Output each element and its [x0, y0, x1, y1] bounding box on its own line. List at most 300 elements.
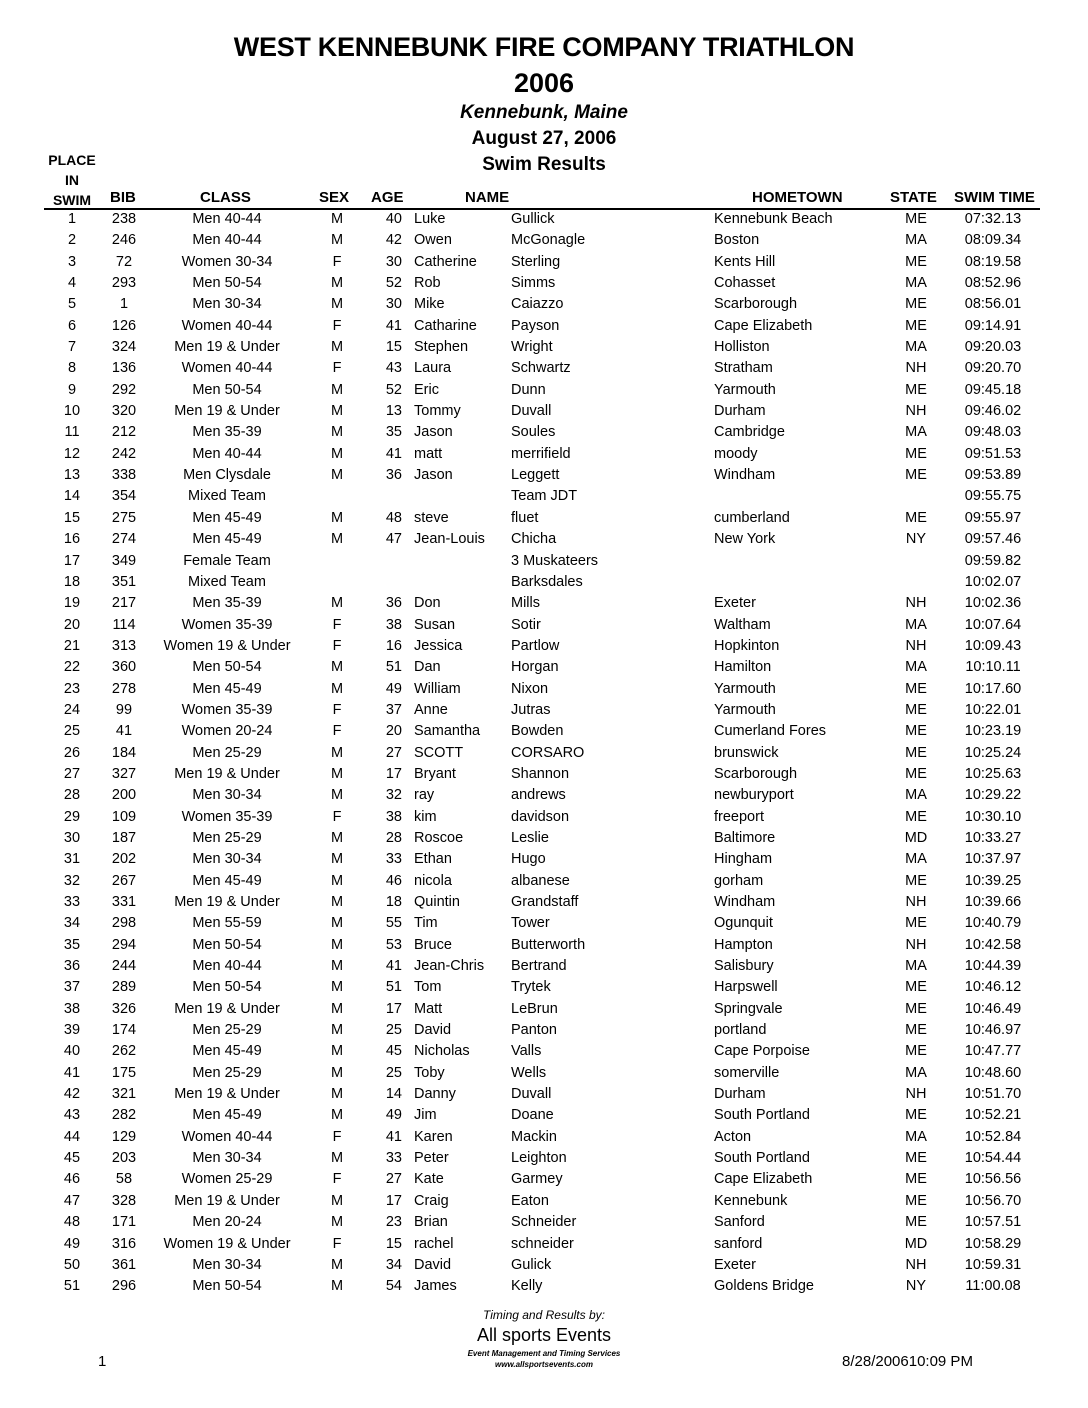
cell-first-name: SCOTT: [414, 744, 464, 761]
company-url: www.allsportsevents.com: [495, 1360, 593, 1369]
column-header-name: NAME: [465, 189, 510, 206]
cell-age: 49: [385, 1107, 402, 1124]
cell-age: 17: [385, 1192, 402, 1209]
cell-first-name: Toby: [414, 1064, 445, 1081]
cell-place: 47: [63, 1192, 81, 1209]
event-location: Kennebunk, Maine: [460, 102, 628, 123]
table-row: [0, 1277, 1088, 1298]
cell-bib: 298: [111, 915, 137, 932]
cell-swim-time: 10:29.22: [964, 787, 1022, 804]
cell-first-name: Karen: [414, 1128, 453, 1145]
table-row: [0, 765, 1088, 786]
cell-bib: 274: [111, 531, 137, 548]
cell-bib: 321: [111, 1086, 137, 1103]
cell-sex: M: [330, 1150, 344, 1167]
cell-swim-time: 10:22.01: [964, 701, 1022, 718]
cell-class: Men 25-29: [192, 829, 262, 846]
cell-hometown: Stratham: [714, 360, 773, 377]
cell-place: 22: [63, 659, 81, 676]
cell-hometown: sanford: [714, 1235, 763, 1252]
cell-state: ME: [905, 1192, 927, 1209]
cell-age: 28: [385, 829, 402, 846]
cell-hometown: Scarborough: [714, 296, 798, 313]
cell-swim-time: 08:19.58: [964, 253, 1022, 270]
cell-class: Men 30-34: [192, 1256, 262, 1273]
cell-hometown: freeport: [714, 808, 764, 825]
cell-state: ME: [905, 1000, 927, 1017]
table-row: [0, 359, 1088, 380]
cell-state: MA: [905, 275, 927, 292]
cell-age: 17: [385, 1000, 402, 1017]
cell-age: 20: [385, 723, 402, 740]
cell-hometown: South Portland: [714, 1150, 810, 1167]
cell-bib: 175: [111, 1064, 137, 1081]
cell-sex: M: [330, 531, 344, 548]
cell-bib: 360: [111, 659, 137, 676]
cell-class: Men 30-34: [192, 1150, 262, 1167]
cell-class: Women 40-44: [181, 1128, 273, 1145]
cell-state: ME: [905, 915, 927, 932]
page-number: 1: [98, 1353, 107, 1370]
column-header-bib: BIB: [110, 189, 136, 206]
cell-first-name: Kate: [414, 1171, 444, 1188]
cell-hometown: Ogunquit: [714, 915, 773, 932]
cell-class: Men 50-54: [192, 1278, 262, 1295]
cell-last-name: Duvall: [511, 1086, 552, 1103]
cell-swim-time: 09:14.91: [964, 317, 1022, 334]
table-row: [0, 616, 1088, 637]
cell-swim-time: 10:56.70: [964, 1192, 1022, 1209]
cell-first-name: Susan: [414, 616, 456, 633]
cell-bib: 114: [112, 616, 136, 633]
cell-age: 23: [385, 1214, 402, 1231]
cell-swim-time: 10:58.29: [964, 1235, 1022, 1252]
event-title: WEST KENNEBUNK FIRE COMPANY TRIATHLON: [233, 32, 855, 62]
cell-place: 40: [63, 1043, 81, 1060]
table-row: [0, 1085, 1088, 1106]
results-table: [0, 210, 1088, 1299]
cell-first-name: ray: [414, 787, 435, 804]
table-row: [0, 1021, 1088, 1042]
cell-age: 16: [385, 637, 402, 654]
cell-hometown: newburyport: [714, 787, 794, 804]
cell-last-name: LeBrun: [511, 1000, 558, 1017]
cell-hometown: Yarmouth: [714, 701, 776, 718]
cell-last-name: Hugo: [511, 851, 546, 868]
cell-place: 25: [63, 723, 81, 740]
cell-sex: M: [330, 1278, 344, 1295]
cell-hometown: Yarmouth: [714, 381, 776, 398]
cell-first-name: matt: [414, 445, 443, 462]
cell-swim-time: 10:48.60: [964, 1064, 1022, 1081]
cell-state: ME: [905, 808, 927, 825]
cell-place: 48: [63, 1214, 81, 1231]
cell-place: 45: [63, 1150, 81, 1167]
cell-last-name: merrifield: [511, 445, 571, 462]
table-row: [0, 466, 1088, 487]
table-row: [0, 1042, 1088, 1063]
cell-state: NH: [905, 595, 927, 612]
cell-last-name: Dunn: [511, 381, 546, 398]
cell-last-name: Gulick: [511, 1256, 552, 1273]
cell-state: ME: [905, 723, 927, 740]
cell-sex: F: [332, 360, 342, 377]
cell-hometown: Windham: [714, 894, 776, 910]
cell-hometown: Holliston: [714, 339, 770, 356]
cell-bib: 174: [111, 1022, 137, 1039]
cell-last-name: Wright: [511, 339, 553, 356]
cell-first-name: Rob: [414, 275, 441, 292]
cell-last-name: Valls: [511, 1043, 542, 1060]
cell-bib: 136: [111, 360, 137, 377]
cell-first-name: rachel: [414, 1235, 454, 1252]
cell-place: 18: [63, 573, 81, 590]
cell-bib: 217: [111, 595, 137, 612]
cell-hometown: Baltimore: [714, 829, 776, 846]
cell-bib: 72: [115, 253, 133, 270]
cell-hometown: Cape Porpoise: [714, 1043, 810, 1060]
cell-first-name: Jason: [414, 467, 453, 484]
cell-class: Men 19 & Under: [174, 1000, 280, 1017]
timing-company: All sports Events: [476, 1325, 612, 1345]
table-row: [0, 872, 1088, 893]
table-row: [0, 423, 1088, 444]
cell-first-name: Peter: [414, 1150, 449, 1167]
cell-state: ME: [905, 317, 927, 334]
cell-place: 9: [67, 381, 77, 398]
cell-place: 46: [63, 1171, 81, 1188]
cell-sex: F: [332, 253, 342, 270]
cell-bib: 41: [115, 723, 133, 740]
cell-bib: 187: [111, 829, 137, 846]
cell-class: Men 45-49: [192, 509, 262, 526]
cell-bib: 294: [111, 936, 137, 953]
cell-place: 10: [63, 403, 81, 420]
cell-sex: M: [330, 979, 344, 996]
cell-state: ME: [905, 744, 927, 761]
cell-place: 12: [63, 445, 81, 462]
table-row: [0, 936, 1088, 957]
table-row: [0, 295, 1088, 316]
cell-place: 30: [63, 829, 81, 846]
cell-first-name: Don: [414, 595, 441, 612]
cell-hometown: Hingham: [714, 851, 773, 868]
cell-class: Men Clysdale: [183, 467, 271, 484]
cell-place: 43: [63, 1107, 81, 1124]
cell-state: MA: [905, 958, 927, 975]
cell-class: Mixed Team: [188, 488, 266, 505]
cell-sex: M: [330, 765, 344, 782]
cell-hometown: Cumerland Fores: [714, 723, 827, 740]
cell-place: 3: [67, 253, 77, 270]
cell-bib: 275: [111, 509, 137, 526]
table-row: [0, 317, 1088, 338]
cell-place: 41: [63, 1064, 81, 1081]
table-row: [0, 210, 1088, 231]
cell-place: 7: [67, 339, 77, 356]
cell-class: Men 45-49: [192, 680, 262, 697]
cell-place: 33: [63, 894, 81, 910]
cell-last-name: Jutras: [511, 701, 551, 718]
cell-swim-time: 09:51.53: [964, 445, 1022, 462]
cell-hometown: Kennebunk: [714, 1192, 788, 1209]
cell-sex: M: [330, 872, 344, 889]
cell-hometown: Hopkinton: [714, 637, 780, 654]
place-header-line1: PLACE: [48, 152, 96, 168]
cell-place: 51: [63, 1278, 81, 1295]
cell-state: NH: [905, 1256, 927, 1273]
cell-class: Men 50-54: [192, 936, 262, 953]
cell-sex: M: [330, 744, 344, 761]
cell-first-name: Mike: [414, 296, 445, 313]
cell-state: ME: [905, 1214, 927, 1231]
cell-last-name: fluet: [511, 509, 539, 526]
cell-class: Men 40-44: [192, 232, 262, 249]
table-row: [0, 637, 1088, 658]
column-header-state: STATE: [890, 189, 937, 206]
cell-class: Men 50-54: [192, 381, 262, 398]
cell-bib: 184: [111, 744, 137, 761]
cell-sex: M: [330, 787, 344, 804]
cell-age: 34: [385, 1256, 402, 1273]
cell-first-name: James: [414, 1278, 457, 1295]
cell-swim-time: 10:56.56: [964, 1171, 1022, 1188]
cell-sex: M: [330, 894, 344, 910]
cell-place: 6: [67, 317, 77, 334]
cell-state: ME: [905, 765, 927, 782]
cell-place: 21: [63, 637, 81, 654]
cell-last-name: davidson: [511, 808, 570, 825]
cell-swim-time: 09:20.03: [964, 339, 1022, 356]
cell-state: ME: [905, 701, 927, 718]
cell-age: 33: [385, 1150, 402, 1167]
cell-state: ME: [905, 467, 927, 484]
event-year: 2006: [513, 68, 575, 98]
cell-swim-time: 10:52.21: [964, 1107, 1022, 1124]
cell-sex: M: [330, 1022, 344, 1039]
cell-swim-time: 09:20.70: [964, 360, 1022, 377]
cell-first-name: Matt: [414, 1000, 443, 1017]
cell-swim-time: 10:39.25: [964, 872, 1022, 889]
cell-swim-time: 10:39.66: [964, 894, 1022, 910]
cell-sex: M: [330, 1214, 344, 1231]
cell-hometown: Cape Elizabeth: [714, 317, 813, 334]
cell-last-name: Nixon: [511, 680, 549, 697]
cell-age: 18: [385, 894, 402, 910]
cell-age: 25: [385, 1022, 402, 1039]
cell-first-name: Tom: [414, 979, 442, 996]
cell-state: ME: [905, 509, 927, 526]
cell-hometown: Scarborough: [714, 765, 798, 782]
cell-sex: M: [330, 1043, 344, 1060]
cell-swim-time: 09:59.82: [964, 552, 1022, 569]
cell-hometown: Kennebunk Beach: [714, 211, 833, 227]
cell-class: Men 55-59: [192, 915, 262, 932]
cell-first-name: Dan: [414, 659, 441, 676]
cell-sex: M: [330, 1086, 344, 1103]
cell-age: 25: [385, 1064, 402, 1081]
cell-class: Women 19 & Under: [163, 1235, 291, 1252]
cell-swim-time: 10:59.31: [964, 1256, 1022, 1273]
cell-age: 30: [385, 253, 402, 270]
cell-sex: M: [330, 467, 344, 484]
cell-sex: F: [332, 1171, 342, 1188]
cell-sex: M: [330, 445, 344, 462]
cell-hometown: Yarmouth: [714, 680, 776, 697]
cell-state: NH: [905, 637, 927, 654]
cell-bib: 316: [111, 1235, 137, 1252]
cell-place: 38: [63, 1000, 81, 1017]
cell-bib: 338: [111, 467, 137, 484]
cell-last-name: Grandstaff: [511, 894, 579, 910]
cell-swim-time: 11:00.08: [965, 1278, 1021, 1295]
cell-last-name: Eaton: [511, 1192, 549, 1209]
cell-last-name: Simms: [511, 275, 556, 292]
cell-class: Men 19 & Under: [174, 765, 280, 782]
cell-place: 8: [67, 360, 77, 377]
cell-swim-time: 08:52.96: [964, 275, 1022, 292]
cell-last-name: Bowden: [511, 723, 564, 740]
cell-place: 29: [63, 808, 81, 825]
cell-sex: M: [330, 1064, 344, 1081]
cell-hometown: Waltham: [714, 616, 771, 633]
cell-class: Women 35-39: [181, 616, 273, 633]
cell-bib: 262: [111, 1043, 137, 1060]
cell-class: Women 25-29: [181, 1171, 273, 1188]
cell-sex: M: [330, 1256, 344, 1273]
cell-sex: F: [332, 1235, 342, 1252]
cell-state: NY: [905, 1278, 927, 1295]
cell-first-name: Laura: [414, 360, 452, 377]
cell-class: Men 30-34: [192, 296, 262, 313]
cell-age: 47: [385, 531, 402, 548]
cell-state: ME: [905, 872, 927, 889]
cell-age: 30: [385, 296, 402, 313]
cell-sex: F: [332, 616, 342, 633]
cell-age: 52: [385, 275, 402, 292]
cell-swim-time: 10:46.12: [964, 979, 1022, 996]
cell-hometown: New York: [714, 531, 776, 548]
cell-last-name: andrews: [511, 787, 566, 804]
cell-age: 51: [385, 659, 402, 676]
cell-place: 11: [64, 424, 80, 441]
cell-last-name: Leslie: [511, 829, 549, 846]
table-row: [0, 850, 1088, 871]
cell-hometown: Acton: [714, 1128, 752, 1145]
cell-hometown: Springvale: [714, 1000, 783, 1017]
cell-hometown: Cape Elizabeth: [714, 1171, 813, 1188]
cell-class: Men 25-29: [192, 744, 262, 761]
cell-age: 55: [385, 915, 402, 932]
cell-swim-time: 10:25.24: [964, 744, 1022, 761]
cell-last-name: Chicha: [511, 531, 557, 548]
table-row: [0, 829, 1088, 850]
cell-bib: 313: [111, 637, 137, 654]
cell-swim-time: 10:10.11: [965, 659, 1021, 676]
cell-first-name: Craig: [414, 1192, 449, 1209]
cell-bib: 200: [111, 787, 137, 804]
cell-place: 20: [63, 616, 81, 633]
cell-last-name: schneider: [511, 1235, 574, 1252]
cell-hometown: brunswick: [714, 744, 779, 761]
cell-swim-time: 10:42.58: [964, 936, 1022, 953]
cell-place: 36: [63, 958, 81, 975]
cell-class: Women 35-39: [181, 808, 273, 825]
cell-bib: 129: [111, 1128, 137, 1145]
cell-sex: M: [330, 509, 344, 526]
table-row: [0, 1000, 1088, 1021]
cell-class: Women 30-34: [181, 253, 273, 270]
cell-bib: 292: [111, 381, 137, 398]
table-row: [0, 573, 1088, 594]
cell-last-name: Trytek: [511, 979, 551, 996]
cell-class: Men 19 & Under: [174, 339, 280, 356]
table-row: [0, 1064, 1088, 1085]
cell-place: 49: [63, 1235, 81, 1252]
cell-state: NH: [905, 403, 927, 420]
column-header-class: CLASS: [200, 189, 251, 206]
cell-first-name: Catharine: [414, 317, 477, 334]
cell-state: NY: [905, 531, 927, 548]
cell-first-name: Bryant: [414, 765, 456, 782]
cell-bib: 361: [111, 1256, 137, 1273]
table-row: [0, 509, 1088, 530]
table-row: [0, 744, 1088, 765]
cell-place: 14: [63, 488, 81, 505]
cell-state: NH: [905, 936, 927, 953]
table-row: [0, 1128, 1088, 1149]
cell-bib: 351: [111, 573, 137, 590]
cell-state: ME: [905, 1150, 927, 1167]
cell-hometown: somerville: [714, 1064, 780, 1081]
cell-swim-time: 07:32.13: [964, 211, 1022, 227]
cell-bib: 296: [111, 1278, 137, 1295]
cell-state: MD: [904, 829, 928, 846]
cell-class: Men 19 & Under: [174, 403, 280, 420]
cell-state: ME: [905, 445, 927, 462]
table-row: [0, 893, 1088, 914]
cell-bib: 282: [111, 1107, 137, 1124]
cell-first-name: Danny: [414, 1086, 456, 1103]
cell-age: 41: [385, 958, 402, 975]
cell-class: Men 30-34: [192, 787, 262, 804]
timing-label: Timing and Results by:: [483, 1308, 605, 1322]
cell-bib: 109: [111, 808, 137, 825]
cell-first-name: Eric: [414, 381, 439, 398]
cell-hometown: Durham: [714, 1086, 766, 1103]
cell-first-name: Tommy: [414, 403, 461, 420]
cell-last-name: Schwartz: [511, 360, 571, 377]
cell-bib: 244: [111, 958, 137, 975]
cell-last-name: Leighton: [511, 1150, 567, 1167]
cell-bib: 328: [111, 1192, 137, 1209]
cell-first-name: Tim: [414, 915, 438, 932]
cell-state: ME: [905, 1043, 927, 1060]
table-row: [0, 1106, 1088, 1127]
cell-state: MA: [905, 339, 927, 356]
cell-age: 43: [385, 360, 402, 377]
cell-first-name: Jason: [414, 424, 453, 441]
cell-sex: M: [330, 403, 344, 420]
table-row: [0, 722, 1088, 743]
table-row: [0, 402, 1088, 423]
place-header-line2: IN: [65, 172, 79, 188]
cell-first-name: Luke: [414, 211, 446, 227]
table-row: [0, 253, 1088, 274]
cell-age: 33: [385, 851, 402, 868]
cell-hometown: Goldens Bridge: [714, 1278, 814, 1295]
cell-place: 4: [67, 275, 77, 292]
